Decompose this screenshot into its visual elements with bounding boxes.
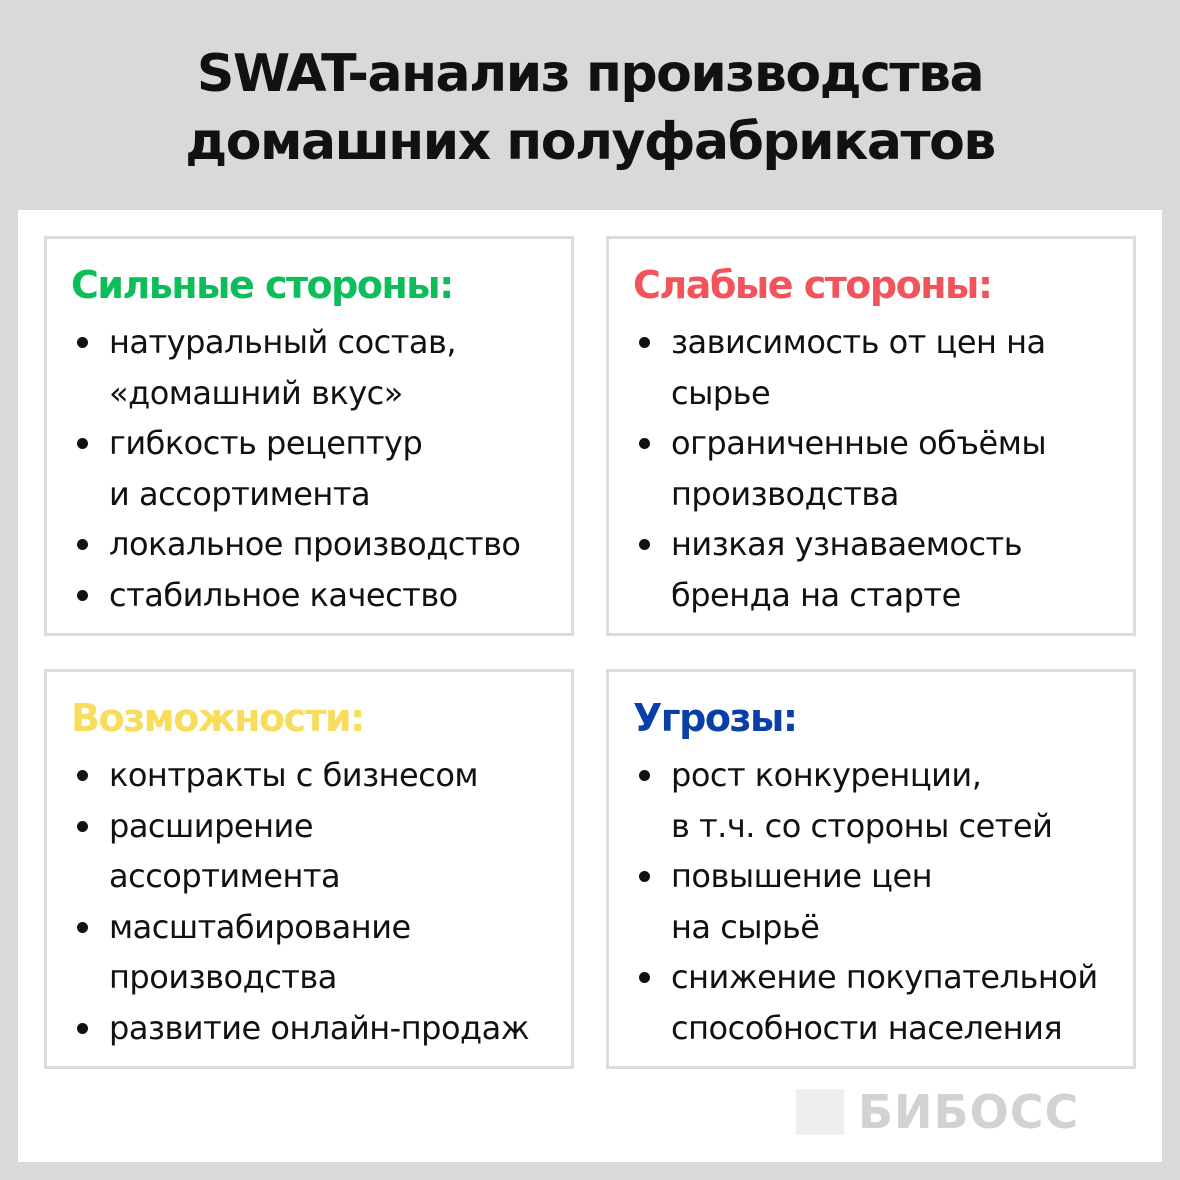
logo-square-icon [796, 1089, 844, 1135]
quadrant-heading: Угрозы: [633, 696, 797, 740]
bullet-list [633, 750, 1109, 1053]
list-item: контракты с бизнесом [71, 750, 547, 801]
title-line-2: домашних полуфабрикатов [185, 112, 995, 172]
list-item: натуральный состав, «домашний вкус» [71, 317, 547, 418]
page-title [0, 40, 1180, 176]
list-item: расширение ассортимента [71, 801, 547, 902]
title-line-1: SWAT-анализ производства [196, 44, 984, 104]
bullet-list [71, 317, 547, 620]
list-item: ограниченные объёмы производства [633, 418, 1109, 519]
logo-text: БИБОСС [858, 1085, 1080, 1139]
list-item: развитие онлайн-продаж [71, 1003, 547, 1054]
list-item: зависимость от цен на сырье [633, 317, 1109, 418]
opportunities-box [44, 669, 574, 1069]
list-item: снижение покупательной способности населения [633, 952, 1109, 1053]
list-item: локальное производство [71, 519, 547, 570]
list-item: рост конкуренции, в т.ч. со стороны сетей [633, 750, 1109, 851]
quadrant-heading: Возможности: [71, 696, 364, 740]
weaknesses-box [606, 236, 1136, 636]
bullet-list [71, 750, 547, 1053]
list-item: повышение цен на сырьё [633, 851, 1109, 952]
bibos-logo [796, 1085, 1079, 1139]
quadrant-heading: Слабые стороны: [633, 263, 992, 307]
bullet-list [633, 317, 1109, 620]
list-item: гибкость рецептур и ассортимента [71, 418, 547, 519]
list-item: масштабирование производства [71, 902, 547, 1003]
quadrant-heading: Сильные стороны: [71, 263, 453, 307]
strengths-box [44, 236, 574, 636]
list-item: низкая узнаваемость бренда на старте [633, 519, 1109, 620]
threats-box [606, 669, 1136, 1069]
list-item: стабильное качество [71, 570, 547, 621]
